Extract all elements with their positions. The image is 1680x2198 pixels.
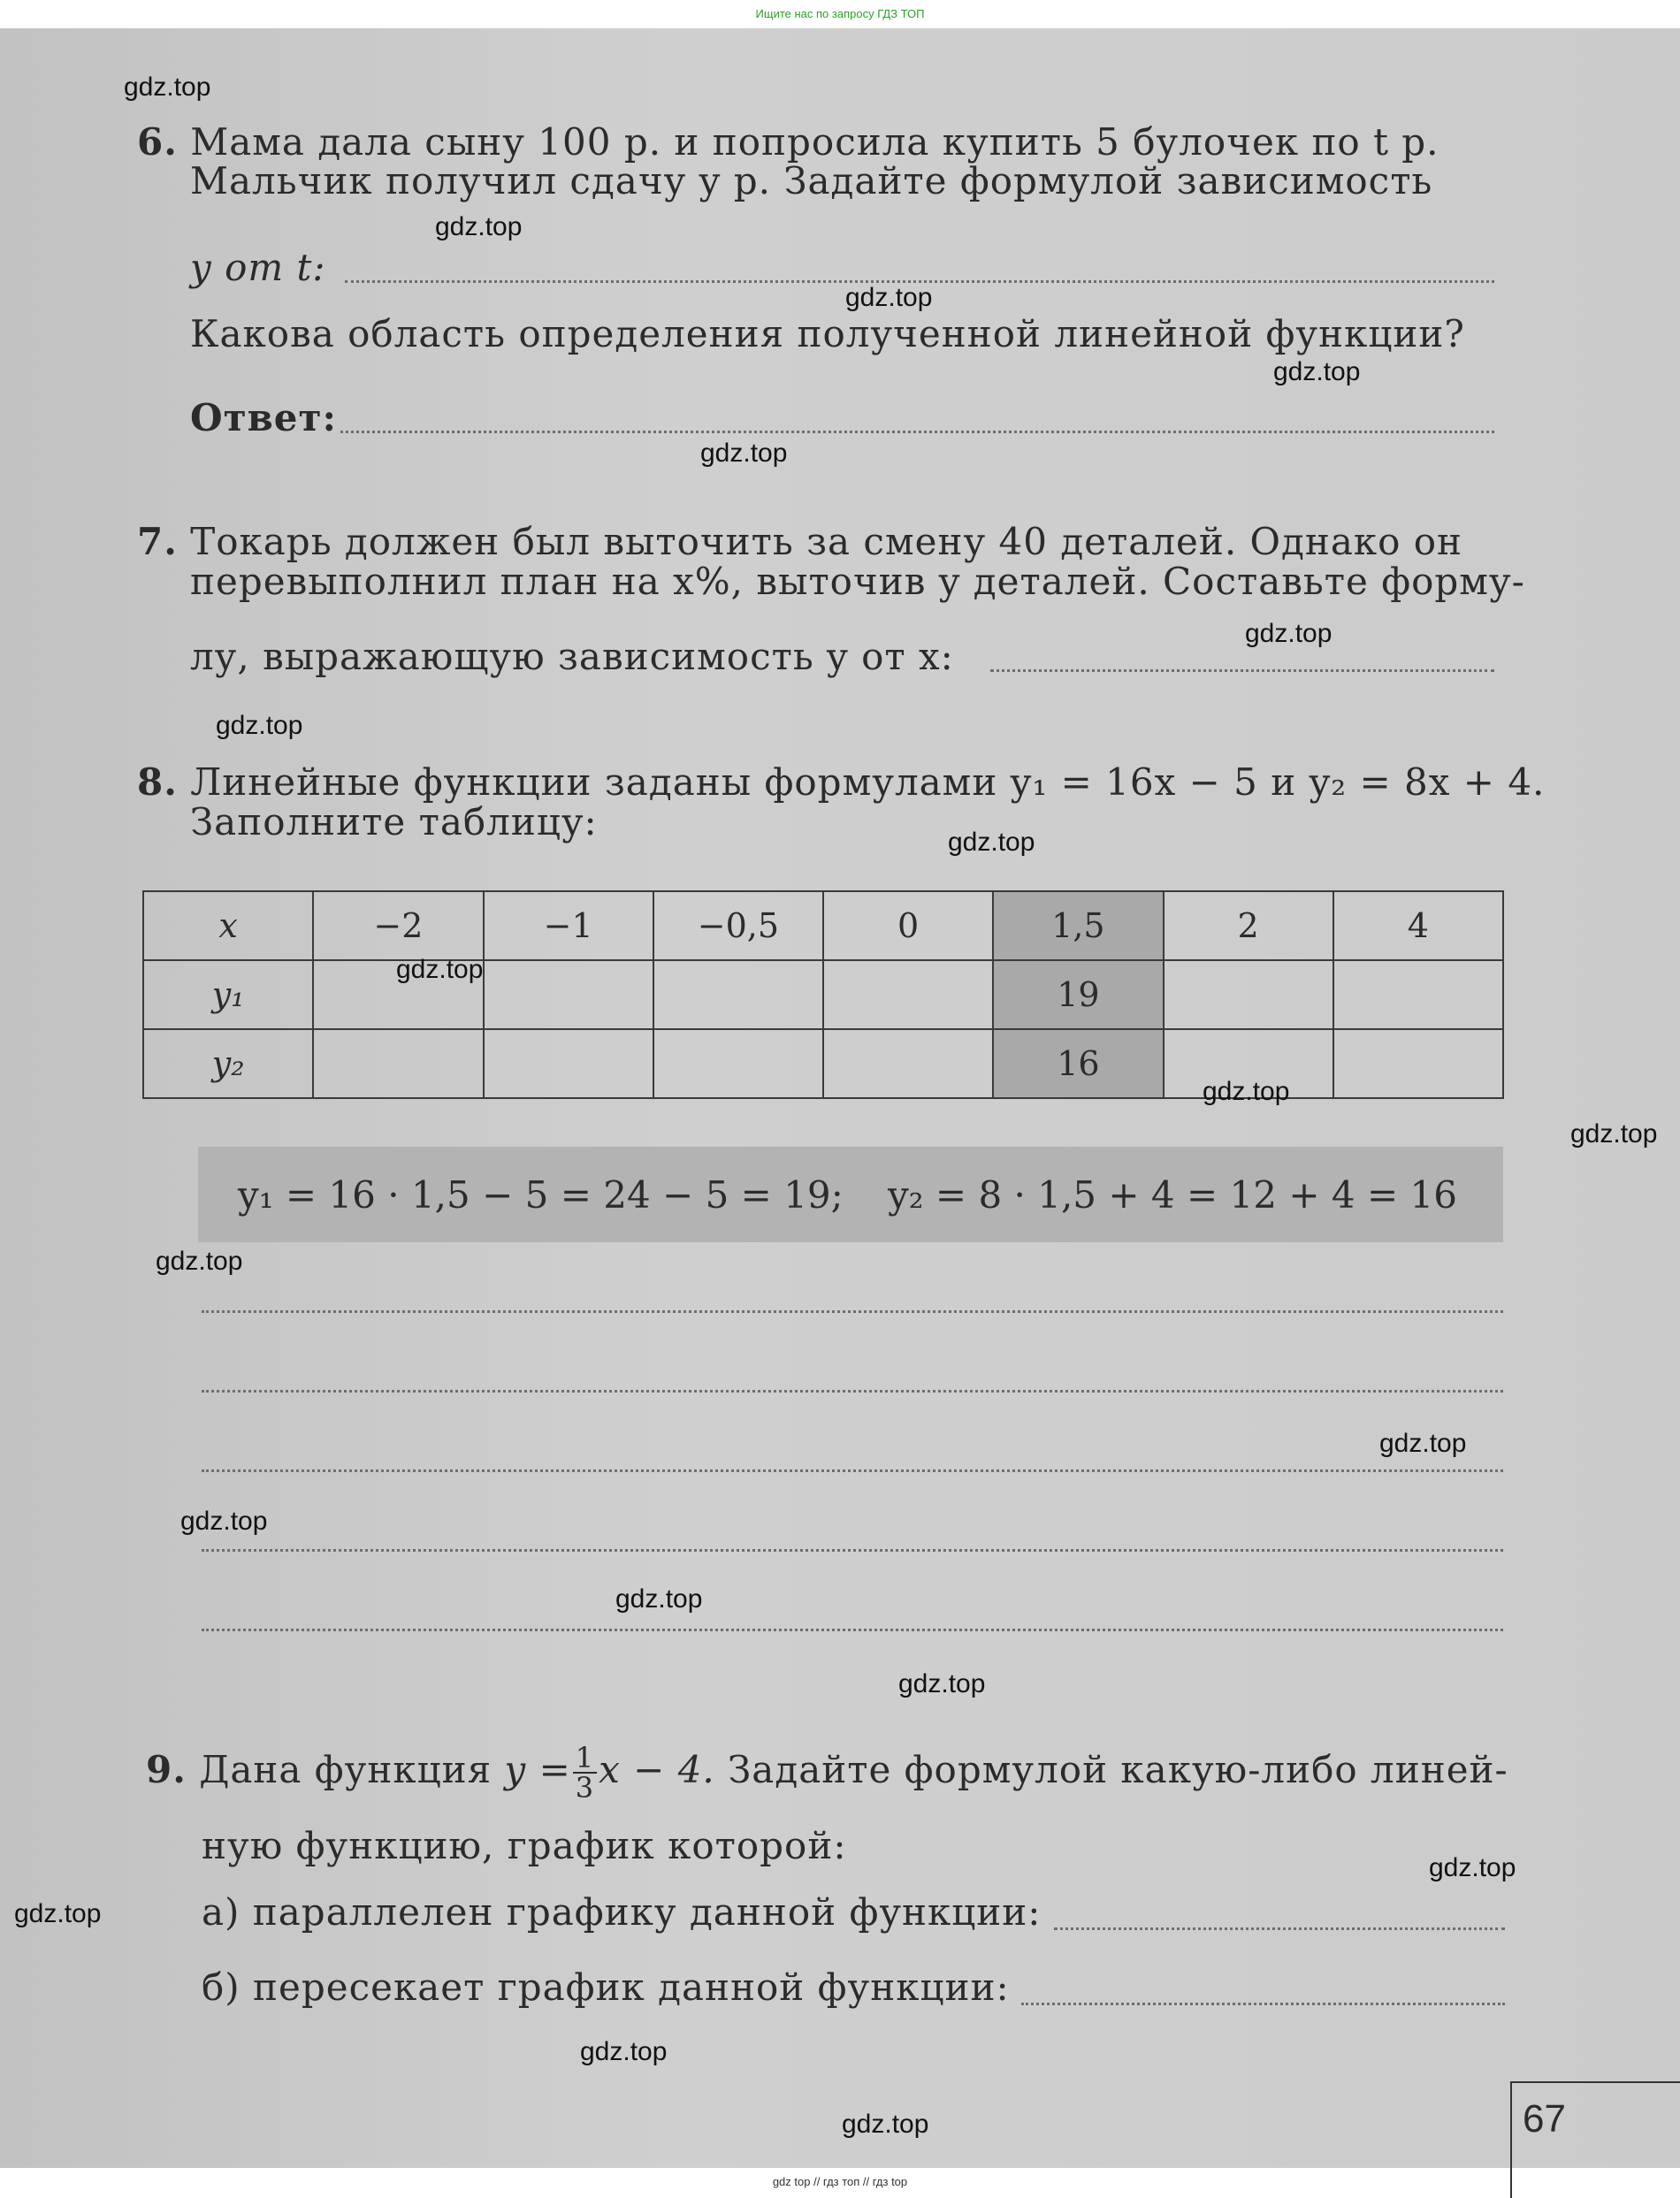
watermark: gdz.top — [700, 439, 788, 468]
watermark: gdz.top — [1245, 619, 1333, 648]
answer-line[interactable] — [202, 1310, 1503, 1313]
calc-y1: y₁ = 16 · 1,5 − 5 = 24 − 5 = 19; — [238, 1173, 844, 1217]
watermark: gdz.top — [1570, 1119, 1658, 1149]
table-cell[interactable] — [1333, 960, 1503, 1029]
watermark: gdz.top — [580, 2037, 668, 2066]
table-cell: 0 — [823, 891, 993, 960]
table-row — [143, 891, 1503, 960]
page-number: 67 — [1523, 2097, 1566, 2141]
task8-number: 8. — [137, 760, 178, 804]
table-cell: 4 — [1333, 891, 1503, 960]
task9-formula-y: y = — [504, 1748, 571, 1791]
task6-line3: y от t: — [190, 246, 326, 289]
watermark: gdz.top — [1429, 1853, 1516, 1882]
table-cell: −1 — [484, 891, 653, 960]
task7-line1 — [137, 520, 1463, 563]
table-cell: 16 — [993, 1029, 1163, 1098]
watermark: gdz.top — [396, 955, 484, 984]
calc-y2: y₂ = 8 · 1,5 + 4 = 12 + 4 = 16 — [888, 1173, 1457, 1217]
task6-line2: Мальчик получил сдачу y р. Задайте формулой зависимость — [190, 159, 1433, 202]
table-cell[interactable] — [313, 1029, 483, 1098]
task9-text-a: Дана функция — [199, 1748, 493, 1791]
watermark: gdz.top — [948, 828, 1035, 857]
table-cell: x — [143, 891, 313, 960]
table-cell: y₁ — [143, 960, 313, 1029]
task6-line4: Какова область определения полученной линейной функции? — [190, 312, 1465, 355]
task6-answer-label: Ответ: — [190, 396, 338, 439]
answer-line[interactable] — [202, 1390, 1503, 1393]
values-table — [142, 890, 1504, 1099]
task9-item-a: а) параллелен графику данной функции: — [202, 1890, 1042, 1934]
task8-line2: Заполните таблицу: — [190, 800, 598, 843]
task9-formula-rest: x − 4. — [599, 1748, 715, 1791]
watermark: gdz.top — [1379, 1429, 1467, 1458]
task7-line2: перевыполнил план на x%, выточив y деталей. Составьте форму- — [190, 560, 1525, 603]
watermark: gdz.top — [842, 2110, 929, 2139]
watermark: gdz.top — [615, 1584, 703, 1614]
watermark: gdz.top — [180, 1507, 268, 1536]
task9-fraction — [573, 1741, 597, 1805]
top-banner[interactable]: Ищите нас по запросу ГДЗ ТОП — [755, 7, 925, 20]
table-cell: 1,5 — [993, 891, 1163, 960]
bottom-banner[interactable]: gdz top // гдз топ // гдз top — [772, 2175, 908, 2188]
task6-line1 — [137, 120, 1439, 164]
workbook-page — [0, 28, 1680, 2168]
task9-text-b: Задайте формулой какую-либо линей- — [728, 1748, 1508, 1791]
task7-text1: Токарь должен был выточить за смену 40 деталей. Однако он — [190, 520, 1463, 563]
table-cell[interactable] — [1333, 1029, 1503, 1098]
watermark: gdz.top — [1203, 1077, 1290, 1106]
watermark: gdz.top — [14, 1899, 102, 1928]
task8-text1: Линейные функции заданы формулами y₁ = 16x − 5 и y₂ = 8x + 4. — [190, 760, 1546, 804]
table-cell: 19 — [993, 960, 1163, 1029]
watermark: gdz.top — [845, 283, 933, 312]
table-cell: 2 — [1164, 891, 1333, 960]
answer-line[interactable] — [340, 431, 1494, 433]
watermark: gdz.top — [898, 1669, 986, 1698]
task7-number: 7. — [137, 520, 178, 563]
table-row — [143, 960, 1503, 1029]
answer-line[interactable] — [202, 1469, 1503, 1472]
watermark: gdz.top — [1273, 357, 1361, 386]
watermark: gdz.top — [435, 212, 523, 241]
task9-item-b: б) пересекает график данной функции: — [202, 1965, 1010, 2009]
answer-line[interactable] — [202, 1549, 1503, 1552]
table-cell[interactable] — [1164, 960, 1333, 1029]
answer-line[interactable] — [990, 669, 1494, 672]
watermark: gdz.top — [156, 1247, 243, 1276]
table-cell[interactable] — [484, 1029, 653, 1098]
watermark: gdz.top — [124, 73, 211, 102]
table-cell: −0,5 — [653, 891, 823, 960]
watermark: gdz.top — [216, 711, 303, 740]
table-cell[interactable] — [823, 1029, 993, 1098]
table-cell[interactable] — [653, 960, 823, 1029]
table-cell[interactable] — [653, 1029, 823, 1098]
table-cell[interactable] — [484, 960, 653, 1029]
task8-line1 — [137, 760, 1546, 804]
task6-text1: Мама дала сыну 100 р. и попросила купить 5 булочек по t р. — [190, 120, 1439, 164]
table-cell: −2 — [313, 891, 483, 960]
task9-line2: ную функцию, график которой: — [202, 1824, 847, 1867]
answer-line[interactable] — [1021, 2003, 1505, 2005]
table-cell[interactable] — [823, 960, 993, 1029]
worked-example — [198, 1147, 1503, 1242]
answer-line[interactable] — [202, 1629, 1503, 1631]
task9-number: 9. — [146, 1748, 187, 1791]
table-row — [143, 1029, 1503, 1098]
fraction-denominator: 3 — [575, 1771, 595, 1805]
task7-line3: лу, выражающую зависимость y от x: — [190, 635, 954, 678]
fraction-numerator: 1 — [573, 1744, 597, 1774]
task9-line1 — [146, 1741, 1508, 1805]
task6-number: 6. — [137, 120, 178, 164]
answer-line[interactable] — [1054, 1927, 1505, 1930]
table-cell: y₂ — [143, 1029, 313, 1098]
